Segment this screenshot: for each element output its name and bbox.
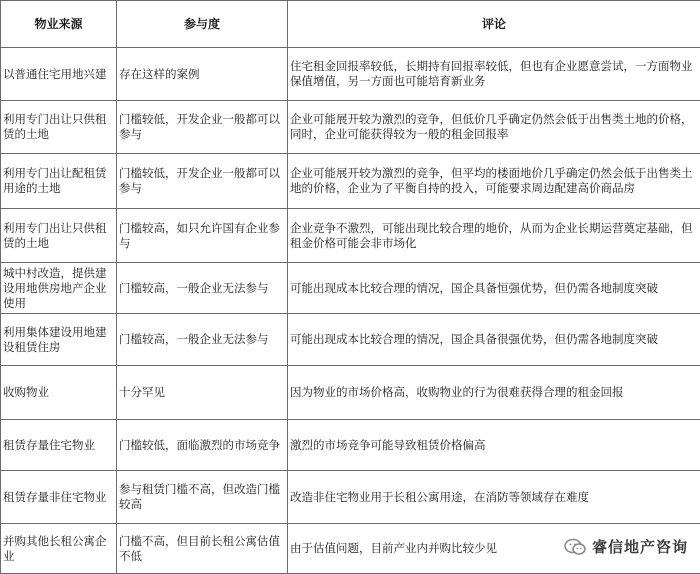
- cell-comment: 由于估值问题，目前产业内并购比较少见: [288, 524, 700, 574]
- table-row: [1, 48, 700, 101]
- cell-comment: 企业可能展开较为激烈的竞争，但平均的楼面地价几乎确定仍然会低于出售类土地的价格，企业为了平衡自持的投入，可能要求周边配建高价商品房: [288, 154, 700, 209]
- table-row: [1, 101, 700, 154]
- header-source: 物业来源: [1, 1, 117, 48]
- cell-comment: 住宅租金回报率较低，长期持有回报率较低，但也有企业愿意尝试，一方面物业保值增值，另一方面也可能培育新业务: [288, 48, 700, 101]
- table-row: [1, 471, 700, 524]
- cell-source: 利用专门出让配租赁用途的土地: [1, 154, 117, 209]
- cell-comment: 可能出现成本比较合理的情况，国企具备很强优势，但仍需各地制度突破: [288, 314, 700, 366]
- cell-source: 租赁存量非住宅物业: [1, 471, 117, 524]
- cell-source: 利用集体建设用地建设租赁住房: [1, 314, 117, 366]
- cell-participation: 十分罕见: [117, 366, 288, 420]
- header-participation: 参与度: [117, 1, 288, 48]
- header-comment: 评论: [288, 1, 700, 48]
- cell-comment: 改造非住宅物业用于长租公寓用途，在消防等领域存在难度: [288, 471, 700, 524]
- cell-source: 城中村改造，提供建设用地供房地产企业使用: [1, 263, 117, 314]
- cell-comment: 企业竞争不激烈，可能出现比较合理的地价，从而为企业长期运营奠定基础，但租金价格可能会非市场化: [288, 209, 700, 263]
- cell-participation: 门槛较低，开发企业一般都可以参与: [117, 101, 288, 154]
- table-row: [1, 366, 700, 420]
- cell-source: 以普通住宅用地兴建: [1, 48, 117, 101]
- table-header-row: [1, 1, 700, 48]
- cell-source: 利用专门出让只供租赁的土地: [1, 209, 117, 263]
- table-row: [1, 314, 700, 366]
- cell-comment: 激烈的市场竞争可能导致租赁价格偏高: [288, 420, 700, 471]
- cell-comment: 企业可能展开较为激烈的竞争，但低价几乎确定仍然会低于出售类土地的价格，同时，企业可能获得较为一般的租金回报率: [288, 101, 700, 154]
- cell-source: 租赁存量住宅物业: [1, 420, 117, 471]
- cell-comment: 可能出现成本比较合理的情况，国企具备恒强优势，但仍需各地制度突破: [288, 263, 700, 314]
- cell-source: 利用专门出让只供租赁的土地: [1, 101, 117, 154]
- cell-participation: 门槛较低，开发企业一般都可以参与: [117, 154, 288, 209]
- cell-participation: 参与租赁门槛不高，但改造门槛较高: [117, 471, 288, 524]
- table-row: [1, 209, 700, 263]
- watermark-text: 睿信地产咨询: [592, 536, 688, 557]
- table-row: [1, 420, 700, 471]
- table-row: [1, 154, 700, 209]
- cell-source: 收购物业: [1, 366, 117, 420]
- cell-participation: 存在这样的案例: [117, 48, 288, 101]
- cell-participation: 门槛较高，如只允许国有企业参与: [117, 209, 288, 263]
- cell-source: 并购其他长租公寓企业: [1, 524, 117, 574]
- watermark: [560, 534, 692, 559]
- cell-participation: 门槛不高，但目前长租公寓估值不低: [117, 524, 288, 574]
- cell-comment: 因为物业的市场价格高，收购物业的行为很难获得合理的租金回报: [288, 366, 700, 420]
- cell-participation: 门槛较高，一般企业无法参与: [117, 263, 288, 314]
- cell-participation: 门槛较高，一般企业无法参与: [117, 314, 288, 366]
- table-row: [1, 263, 700, 314]
- wechat-icon: [564, 538, 586, 556]
- cell-participation: 门槛较低，面临激烈的市场竞争: [117, 420, 288, 471]
